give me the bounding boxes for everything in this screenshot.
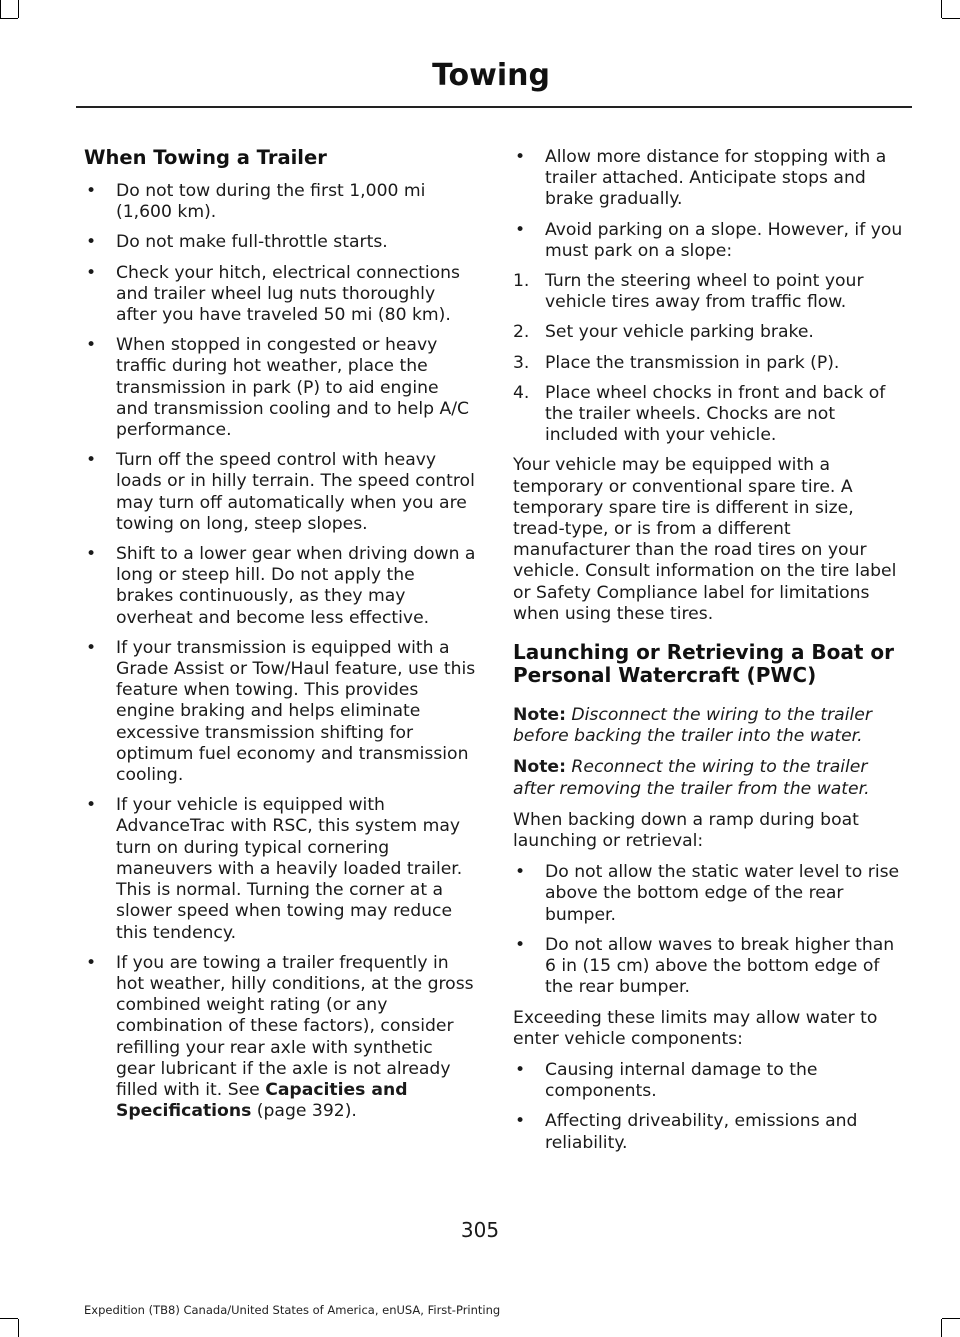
list-item: 1. Turn the steering wheel to point your vehicle tires away from traffic flow. xyxy=(513,271,864,313)
list-item: • Affecting driveability, emissions and reliability. xyxy=(515,1111,858,1153)
bullet-icon: • xyxy=(515,147,526,167)
step-number: 4. xyxy=(513,382,530,403)
list-item: • Check your hitch, electrical connections and trailer wheel lug nuts thoroughly after you have traveled 50 mi (80 km). xyxy=(86,262,460,326)
bullet-icon: • xyxy=(515,1111,526,1132)
bullet-icon: • xyxy=(86,952,97,973)
note: Note: Reconnect the wiring to the trailer after removing the trailer from the water. xyxy=(513,757,870,799)
bullet-icon: • xyxy=(515,862,526,883)
list-item: • If your transmission is equipped with a Grade Assist or Tow/Haul feature, use this feature when towing. This provides engine braking and helps eliminate excessive transmission shifting for optimum fuel economy and transmission cooling. xyxy=(86,637,476,786)
crop-mark xyxy=(0,1318,18,1319)
bullet-icon: • xyxy=(515,934,526,955)
list-item: • Do not allow the static water level to rise above the bottom edge of the rear bumper. xyxy=(515,862,900,925)
step-number: 1. xyxy=(513,271,530,292)
parking-steps-list xyxy=(513,271,909,446)
footer-text: Expedition (TB8) Canada/United States of America, enUSA, First-Printing xyxy=(84,1303,501,1317)
crop-mark xyxy=(942,18,960,19)
list-item: • Do not allow waves to break higher than 6 in (15 cm) above the bottom edge of the rear bumper. xyxy=(515,934,895,998)
spare-tire-paragraph: Your vehicle may be equipped with a temporary or conventional spare tire. A temporary spare tire is different in size, tread-type, or is from a different manufacturer than the road tires on your vehicle. Consult information on the tire label or Safety Compliance label for limitations when using these tires. xyxy=(513,455,897,624)
bullet-icon: • xyxy=(86,544,97,565)
list-item: 2. Set your vehicle parking brake. xyxy=(513,322,814,343)
exceed-paragraph: Exceeding these limits may allow water to enter vehicle components: xyxy=(513,1007,878,1049)
crop-mark xyxy=(18,0,19,18)
crop-mark xyxy=(0,18,18,19)
bullet-icon: • xyxy=(86,795,97,816)
ramp-paragraph: When backing down a ramp during boat launching or retrieval: xyxy=(513,809,859,852)
bullet-icon: • xyxy=(515,1059,526,1080)
list-item: • When stopped in congested or heavy traffic during hot weather, place the transmission in park (P) to aid engine and transmission cooling and to help A/C performance. xyxy=(86,335,470,441)
crop-mark xyxy=(18,1319,19,1337)
crop-mark xyxy=(941,0,942,18)
section-heading: When Towing a Trailer xyxy=(84,146,327,169)
crop-mark xyxy=(0,0,1,18)
list-item: • If you are towing a trailer frequently in hot weather, hilly conditions, at the gross combined weight rating (or any combination of these factors), consider refilling your rear axle with synthetic gear lubricant if the axle is not already filled with it. See Capacities and Specifications (page 392). xyxy=(86,952,474,1122)
parking-tips-list xyxy=(513,147,909,262)
list-item: 3. Place the transmission in park (P). xyxy=(513,352,840,373)
page-title: Towing xyxy=(432,58,550,93)
list-item: • Causing internal damage to the components. xyxy=(515,1059,818,1102)
towing-tips-list xyxy=(84,181,476,1122)
crop-mark xyxy=(942,1318,960,1319)
list-item: • If your vehicle is equipped with AdvanceTrac with RSC, this system may turn on during typical cornering maneuvers with a heavily loaded trailer. This is normal. Turning the corner at a slower speed when towing may reduce this tendency. xyxy=(86,795,463,943)
section-heading: Launching or Retrieving a Boat or Personal Watercraft (PWC) xyxy=(513,640,895,688)
step-number: 2. xyxy=(513,322,530,343)
bullet-icon: • xyxy=(86,637,97,658)
list-item: 4. Place wheel chocks in front and back of the trailer wheels. Chocks are not included with your vehicle. xyxy=(513,382,886,446)
header-divider xyxy=(76,106,912,108)
list-item: • Do not make full-throttle starts. xyxy=(86,232,388,253)
bullet-icon: • xyxy=(515,219,526,240)
right-column xyxy=(513,147,909,1163)
ramp-list xyxy=(513,862,909,998)
list-item: • Allow more distance for stopping with a trailer attached. Anticipate stops and brake gradually. xyxy=(515,147,887,210)
crop-mark xyxy=(941,1319,942,1337)
list-item: • Do not tow during the first 1,000 mi (1,600 km). xyxy=(86,181,426,223)
bullet-icon: • xyxy=(86,232,97,253)
bullet-icon: • xyxy=(86,262,97,283)
list-item: • Avoid parking on a slope. However, if you must park on a slope: xyxy=(515,219,903,261)
exceed-list xyxy=(513,1060,909,1154)
bullet-icon: • xyxy=(86,181,97,201)
cross-reference-link[interactable]: Capacities and Specifications xyxy=(116,1079,408,1122)
list-item: • Shift to a lower gear when driving down a long or steep hill. Do not apply the brakes continuously, as they may overheat and become less effective. xyxy=(86,544,476,628)
bullet-icon: • xyxy=(86,335,97,356)
note: Note: Disconnect the wiring to the trailer before backing the trailer into the water. xyxy=(513,705,872,747)
page-number: 305 xyxy=(460,1218,500,1242)
list-item: • Turn off the speed control with heavy loads or in hilly terrain. The speed control may turn off automatically when you are towing on long, steep slopes. xyxy=(86,450,475,534)
left-column xyxy=(84,147,476,1131)
step-number: 3. xyxy=(513,352,530,373)
bullet-icon: • xyxy=(86,450,97,471)
